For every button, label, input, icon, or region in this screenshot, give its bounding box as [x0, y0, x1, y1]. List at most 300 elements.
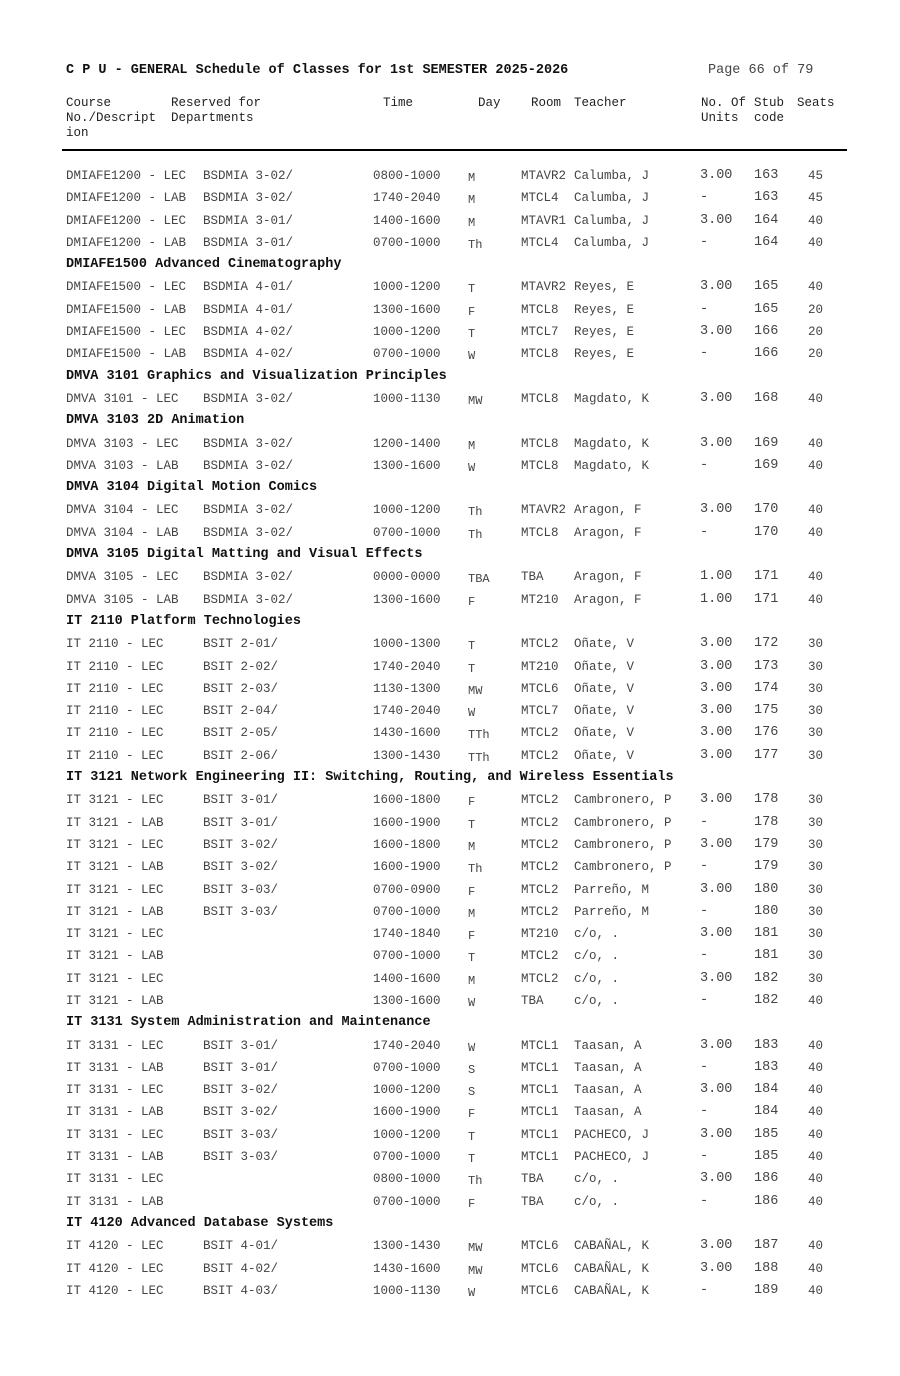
cell-res: BSDMIA 3-02/	[203, 391, 294, 406]
cell-teacher: Taasan, A	[574, 1083, 642, 1098]
cell-day: T	[468, 327, 476, 342]
cell-time: 1740-2040	[373, 1038, 441, 1053]
cell-room: MTCL6	[521, 1239, 559, 1254]
cell-res: BSIT 3-01/	[203, 1038, 279, 1053]
cell-room: MTAVR2	[521, 169, 567, 183]
cell-seats: 40	[808, 1261, 824, 1276]
cell-seats: 30	[808, 971, 824, 986]
cell-room: MTCL2	[521, 726, 559, 741]
cell-day: MW	[468, 1263, 483, 1278]
cell-units: 3.00	[700, 725, 733, 741]
cell-units: -	[700, 234, 709, 250]
cell-teacher: Cambronero, P	[574, 837, 672, 852]
cell-stub: 185	[754, 1149, 779, 1165]
cell-day: M	[468, 171, 476, 185]
cell-seats: 30	[808, 927, 824, 942]
cell-course: IT 3121 - LEC	[66, 793, 164, 808]
cell-teacher: Oñate, V	[574, 704, 635, 719]
cell-stub: 189	[754, 1282, 779, 1298]
cell-room: MT210	[521, 592, 559, 607]
cell-res: BSDMIA 3-01/	[203, 235, 294, 250]
cell-stub: 184	[754, 1104, 779, 1120]
table-row	[0, 1258, 900, 1280]
column-header-reserved: Reserved for Departments	[171, 96, 262, 125]
cell-teacher: Oñate, V	[574, 726, 635, 741]
table-row	[0, 343, 900, 365]
cell-units: -	[700, 1104, 709, 1120]
cell-time: 1740-2040	[373, 659, 441, 674]
cell-stub: 179	[754, 859, 779, 875]
cell-day: S	[468, 1085, 476, 1100]
cell-time: 0800-1000	[373, 1172, 441, 1187]
cell-teacher: Cambronero, P	[574, 860, 672, 875]
cell-room: MT210	[521, 927, 559, 942]
cell-course: IT 2110 - LEC	[66, 681, 164, 696]
cell-day: TBA	[468, 572, 490, 587]
cell-units: -	[700, 1059, 709, 1075]
cell-room: MTCL2	[521, 904, 559, 919]
cell-res: BSDMIA 4-01/	[203, 302, 294, 317]
table-row	[0, 1280, 900, 1302]
cell-room: TBA	[521, 1172, 544, 1187]
cell-course: IT 4120 - LEC	[66, 1283, 164, 1298]
cell-seats: 20	[808, 325, 824, 340]
cell-day: W	[468, 706, 476, 721]
cell-seats: 40	[808, 391, 824, 406]
cell-room: MTCL1	[521, 1150, 559, 1165]
cell-stub: 181	[754, 926, 779, 942]
cell-res: BSIT 3-01/	[203, 1060, 279, 1075]
cell-time: 1300-1600	[373, 993, 441, 1008]
cell-stub: 181	[754, 948, 779, 964]
cell-time: 1600-1900	[373, 860, 441, 875]
cell-course: IT 3131 - LEC	[66, 1172, 164, 1187]
cell-course: IT 3131 - LAB	[66, 1105, 164, 1120]
cell-teacher: Taasan, A	[574, 1060, 642, 1075]
cell-room: MTCL1	[521, 1083, 559, 1098]
column-header-units: No. Of Units	[701, 96, 747, 125]
cell-time: 1000-1200	[373, 1083, 441, 1098]
cell-teacher: Oñate, V	[574, 748, 635, 763]
table-row	[0, 1035, 900, 1057]
section-title: DMIAFE1500 Advanced Cinematography	[66, 257, 342, 273]
cell-units: 3.00	[700, 279, 733, 295]
cell-units: 3.00	[700, 881, 733, 897]
cell-units: -	[700, 524, 709, 540]
cell-day: MW	[468, 683, 483, 698]
cell-seats: 40	[808, 1127, 824, 1142]
cell-course: DMVA 3105 - LAB	[66, 592, 179, 607]
cell-time: 1130-1300	[373, 681, 441, 696]
cell-time: 1000-1200	[373, 1127, 441, 1142]
cell-course: IT 3131 - LEC	[66, 1127, 164, 1142]
column-header-day: Day	[478, 96, 501, 110]
cell-course: DMVA 3105 - LEC	[66, 570, 179, 585]
table-row	[0, 633, 900, 655]
cell-teacher: Oñate, V	[574, 659, 635, 674]
cell-day: T	[468, 282, 476, 297]
cell-teacher: Calumba, J	[574, 191, 650, 206]
cell-stub: 175	[754, 703, 779, 719]
cell-stub: 180	[754, 881, 779, 897]
cell-units: 3.00	[700, 168, 733, 183]
cell-res: BSIT 3-02/	[203, 1105, 279, 1120]
cell-day: Th	[468, 862, 483, 877]
cell-time: 1200-1400	[373, 436, 441, 451]
cell-units: -	[700, 301, 709, 317]
cell-room: MTCL8	[521, 436, 559, 451]
cell-res: BSDMIA 3-01/	[203, 213, 294, 228]
table-row	[0, 968, 900, 990]
cell-stub: 168	[754, 390, 779, 406]
cell-seats: 40	[808, 503, 824, 518]
cell-seats: 30	[808, 815, 824, 830]
cell-day: Th	[468, 527, 483, 542]
cell-units: 3.00	[700, 435, 733, 451]
cell-time: 0800-1000	[373, 169, 441, 183]
table-row	[0, 901, 900, 923]
cell-teacher: c/o, .	[574, 949, 620, 964]
cell-room: MTCL4	[521, 191, 559, 206]
cell-day: F	[468, 594, 476, 609]
cell-day: F	[468, 884, 476, 899]
cell-room: MTCL2	[521, 793, 559, 808]
page-number: Page 66 of 79	[708, 63, 814, 78]
cell-time: 1400-1600	[373, 213, 441, 228]
section-title: IT 3131 System Administration and Maintenance	[66, 1015, 431, 1031]
cell-res: BSDMIA 3-02/	[203, 525, 294, 540]
cell-time: 1000-1200	[373, 325, 441, 340]
course-section-heading	[0, 544, 900, 566]
cell-time: 1430-1600	[373, 726, 441, 741]
cell-day: TTh	[468, 728, 490, 743]
table-row	[0, 1191, 900, 1213]
cell-seats: 45	[808, 169, 824, 183]
course-section-heading	[0, 1012, 900, 1034]
schedule-table	[0, 165, 900, 1302]
cell-day: M	[468, 973, 476, 988]
section-title: IT 2110 Platform Technologies	[66, 613, 301, 629]
cell-stub: 177	[754, 747, 779, 763]
page-title: C P U - GENERAL Schedule of Classes for 1st SEMESTER 2025-2026	[66, 63, 569, 78]
cell-room: MTCL2	[521, 837, 559, 852]
cell-res: BSIT 3-03/	[203, 1150, 279, 1165]
cell-units: -	[700, 814, 709, 830]
cell-units: 3.00	[700, 636, 733, 652]
cell-teacher: Aragon, F	[574, 570, 642, 585]
cell-course: IT 2110 - LEC	[66, 726, 164, 741]
cell-stub: 170	[754, 502, 779, 518]
table-row	[0, 433, 900, 455]
cell-day: W	[468, 1285, 476, 1300]
cell-time: 1000-1130	[373, 391, 441, 406]
cell-seats: 40	[808, 1038, 824, 1053]
cell-stub: 183	[754, 1037, 779, 1053]
cell-room: TBA	[521, 570, 544, 585]
cell-stub: 184	[754, 1082, 779, 1098]
cell-room: MTAVR2	[521, 280, 567, 295]
header-divider	[62, 149, 847, 151]
cell-day: M	[468, 906, 476, 921]
cell-teacher: Magdato, K	[574, 458, 650, 473]
table-row	[0, 522, 900, 544]
cell-seats: 30	[808, 659, 824, 674]
cell-seats: 30	[808, 681, 824, 696]
cell-day: M	[468, 193, 476, 208]
cell-res: BSDMIA 3-02/	[203, 458, 294, 473]
cell-room: MTCL4	[521, 235, 559, 250]
cell-time: 0700-1000	[373, 347, 441, 362]
cell-time: 1300-1600	[373, 302, 441, 317]
cell-course: DMIAFE1500 - LEC	[66, 280, 187, 295]
cell-day: F	[468, 1196, 476, 1211]
table-row	[0, 1101, 900, 1123]
cell-room: MTCL6	[521, 1261, 559, 1276]
table-row	[0, 722, 900, 744]
table-row	[0, 1235, 900, 1257]
cell-course: DMVA 3103 - LAB	[66, 458, 179, 473]
cell-units: 3.00	[700, 747, 733, 763]
cell-res: BSIT 2-05/	[203, 726, 279, 741]
table-row	[0, 678, 900, 700]
cell-room: MTCL2	[521, 971, 559, 986]
cell-time: 1740-1840	[373, 927, 441, 942]
cell-day: F	[468, 929, 476, 944]
cell-room: MTCL7	[521, 704, 559, 719]
cell-teacher: Reyes, E	[574, 325, 635, 340]
table-row	[0, 700, 900, 722]
course-section-heading	[0, 366, 900, 388]
cell-course: DMVA 3103 - LEC	[66, 436, 179, 451]
cell-stub: 188	[754, 1260, 779, 1276]
cell-seats: 40	[808, 1060, 824, 1075]
cell-room: MTCL8	[521, 525, 559, 540]
cell-units: 3.00	[700, 836, 733, 852]
cell-teacher: Calumba, J	[574, 213, 650, 228]
cell-units: 3.00	[700, 926, 733, 942]
cell-units: -	[700, 859, 709, 875]
cell-seats: 40	[808, 1194, 824, 1209]
cell-time: 1300-1430	[373, 748, 441, 763]
cell-teacher: Aragon, F	[574, 525, 642, 540]
cell-day: M	[468, 839, 476, 854]
cell-course: IT 2110 - LEC	[66, 659, 164, 674]
cell-day: W	[468, 1040, 476, 1055]
cell-teacher: c/o, .	[574, 993, 620, 1008]
cell-stub: 178	[754, 792, 779, 808]
cell-course: IT 3131 - LAB	[66, 1060, 164, 1075]
cell-time: 1740-2040	[373, 191, 441, 206]
cell-seats: 40	[808, 213, 824, 228]
section-title: DMVA 3101 Graphics and Visualization Principles	[66, 368, 447, 384]
cell-room: MTCL2	[521, 949, 559, 964]
table-row	[0, 589, 900, 611]
cell-units: 3.00	[700, 1082, 733, 1098]
cell-res: BSIT 3-02/	[203, 837, 279, 852]
cell-seats: 40	[808, 993, 824, 1008]
course-section-heading	[0, 254, 900, 276]
cell-res: BSIT 2-06/	[203, 748, 279, 763]
cell-units: -	[700, 190, 709, 206]
column-header-seats: Seats	[797, 96, 835, 110]
cell-units: 3.00	[700, 1260, 733, 1276]
cell-stub: 176	[754, 725, 779, 741]
cell-day: Th	[468, 237, 483, 252]
table-row	[0, 1168, 900, 1190]
cell-stub: 186	[754, 1171, 779, 1187]
cell-seats: 40	[808, 525, 824, 540]
cell-course: DMIAFE1500 - LAB	[66, 302, 187, 317]
cell-stub: 170	[754, 524, 779, 540]
cell-course: IT 2110 - LEC	[66, 637, 164, 652]
cell-res: BSIT 3-01/	[203, 815, 279, 830]
cell-time: 0700-1000	[373, 904, 441, 919]
cell-day: T	[468, 661, 476, 676]
cell-units: -	[700, 948, 709, 964]
cell-seats: 40	[808, 1283, 824, 1298]
section-title: DMVA 3104 Digital Motion Comics	[66, 480, 318, 496]
cell-time: 0000-0000	[373, 570, 441, 585]
cell-room: MT210	[521, 659, 559, 674]
cell-res: BSDMIA 3-02/	[203, 570, 294, 585]
cell-stub: 183	[754, 1059, 779, 1075]
cell-teacher: PACHECO, J	[574, 1150, 650, 1165]
cell-day: T	[468, 639, 476, 654]
cell-room: MTCL7	[521, 325, 559, 340]
cell-seats: 30	[808, 726, 824, 741]
cell-stub: 163	[754, 190, 779, 206]
cell-time: 1400-1600	[373, 971, 441, 986]
cell-teacher: CABAÑAL, K	[574, 1261, 650, 1276]
cell-time: 1300-1600	[373, 592, 441, 607]
cell-seats: 30	[808, 882, 824, 897]
cell-units: -	[700, 1149, 709, 1165]
cell-teacher: Calumba, J	[574, 235, 650, 250]
cell-room: MTCL2	[521, 815, 559, 830]
cell-room: MTCL2	[521, 637, 559, 652]
cell-day: F	[468, 1107, 476, 1122]
table-row	[0, 299, 900, 321]
cell-course: IT 3121 - LAB	[66, 815, 164, 830]
course-section-heading	[0, 611, 900, 633]
cell-units: -	[700, 992, 709, 1008]
cell-room: MTCL8	[521, 302, 559, 317]
cell-room: MTAVR2	[521, 503, 567, 518]
cell-res: BSIT 3-02/	[203, 860, 279, 875]
cell-time: 1300-1600	[373, 458, 441, 473]
cell-time: 1600-1900	[373, 815, 441, 830]
cell-time: 0700-0900	[373, 882, 441, 897]
cell-teacher: Calumba, J	[574, 169, 650, 183]
cell-time: 0700-1000	[373, 949, 441, 964]
cell-time: 1300-1430	[373, 1239, 441, 1254]
cell-time: 1000-1300	[373, 637, 441, 652]
cell-course: IT 4120 - LEC	[66, 1261, 164, 1276]
section-title: IT 4120 Advanced Database Systems	[66, 1215, 334, 1231]
table-row	[0, 945, 900, 967]
cell-res: BSIT 4-02/	[203, 1261, 279, 1276]
cell-day: T	[468, 951, 476, 966]
cell-course: DMIAFE1500 - LEC	[66, 325, 187, 340]
cell-units: 3.00	[700, 680, 733, 696]
cell-day: Th	[468, 1174, 483, 1189]
cell-seats: 40	[808, 280, 824, 295]
cell-teacher: Aragon, F	[574, 592, 642, 607]
cell-seats: 40	[808, 592, 824, 607]
cell-teacher: Magdato, K	[574, 436, 650, 451]
cell-seats: 40	[808, 1172, 824, 1187]
table-row	[0, 388, 900, 410]
cell-time: 1600-1800	[373, 793, 441, 808]
table-row	[0, 656, 900, 678]
cell-day: Th	[468, 505, 483, 520]
table-row	[0, 321, 900, 343]
cell-time: 0700-1000	[373, 525, 441, 540]
cell-stub: 172	[754, 636, 779, 652]
cell-day: F	[468, 795, 476, 810]
table-row	[0, 1057, 900, 1079]
cell-room: MTCL8	[521, 347, 559, 362]
table-row	[0, 812, 900, 834]
cell-teacher: PACHECO, J	[574, 1127, 650, 1142]
cell-course: IT 2110 - LEC	[66, 748, 164, 763]
cell-stub: 182	[754, 970, 779, 986]
cell-room: MTCL2	[521, 860, 559, 875]
cell-time: 1740-2040	[373, 704, 441, 719]
table-row	[0, 990, 900, 1012]
cell-course: IT 3121 - LAB	[66, 993, 164, 1008]
cell-res: BSIT 3-03/	[203, 1127, 279, 1142]
cell-units: 1.00	[700, 591, 733, 607]
cell-units: -	[700, 457, 709, 473]
cell-course: IT 3121 - LEC	[66, 927, 164, 942]
table-row	[0, 856, 900, 878]
cell-units: 1.00	[700, 569, 733, 585]
cell-room: TBA	[521, 1194, 544, 1209]
section-title: DMVA 3105 Digital Matting and Visual Effects	[66, 547, 423, 563]
cell-course: IT 3131 - LAB	[66, 1194, 164, 1209]
cell-seats: 30	[808, 904, 824, 919]
cell-course: IT 3131 - LAB	[66, 1150, 164, 1165]
cell-room: MTCL6	[521, 1283, 559, 1298]
cell-seats: 45	[808, 191, 824, 206]
cell-units: 3.00	[700, 1171, 733, 1187]
cell-stub: 185	[754, 1126, 779, 1142]
cell-room: MTCL8	[521, 391, 559, 406]
cell-teacher: c/o, .	[574, 971, 620, 986]
cell-course: DMIAFE1200 - LAB	[66, 191, 187, 206]
cell-res: BSDMIA 3-02/	[203, 169, 294, 183]
table-row	[0, 499, 900, 521]
cell-units: 3.00	[700, 792, 733, 808]
cell-course: IT 3131 - LEC	[66, 1083, 164, 1098]
cell-course: IT 2110 - LEC	[66, 704, 164, 719]
table-row	[0, 1146, 900, 1168]
cell-stub: 163	[754, 168, 779, 183]
cell-teacher: CABAÑAL, K	[574, 1283, 650, 1298]
cell-res: BSIT 3-03/	[203, 904, 279, 919]
cell-seats: 40	[808, 235, 824, 250]
cell-stub: 187	[754, 1238, 779, 1254]
cell-time: 1000-1130	[373, 1283, 441, 1298]
cell-teacher: Reyes, E	[574, 280, 635, 295]
cell-stub: 171	[754, 569, 779, 585]
cell-res: BSDMIA 3-02/	[203, 436, 294, 451]
column-header-stub: Stub code	[754, 96, 785, 125]
column-header-teacher: Teacher	[574, 96, 627, 110]
cell-units: 3.00	[700, 1126, 733, 1142]
cell-course: IT 3121 - LEC	[66, 882, 164, 897]
